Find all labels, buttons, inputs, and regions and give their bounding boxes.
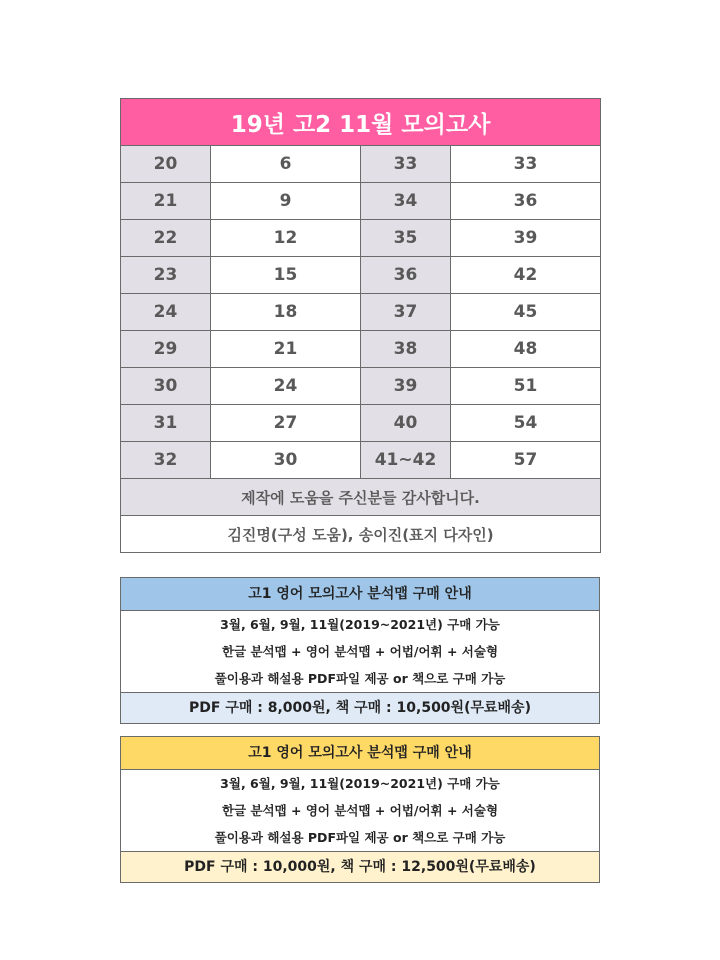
table-row [121,405,601,442]
question-number-cell: 21 [121,183,211,220]
title-row [121,99,601,146]
page-number-cell: 33 [451,146,601,183]
credits-text: 김진명(구성 도움), 송이진(표지 다자인) [121,516,601,553]
purchase-price: PDF 구매 : 10,000원, 책 구매 : 12,500원(무료배송) [121,851,599,882]
purchase-info-line: 풀이용과 해설용 PDF파일 제공 or 책으로 구매 가능 [214,830,506,845]
purchase-info-line: 3월, 6월, 9월, 11월(2019~2021년) 구매 가능 [220,776,500,791]
question-number-cell: 23 [121,257,211,294]
purchase-info-box-1 [120,577,600,724]
page-title: 19년 고2 11월 모의고사 [121,99,601,146]
table-row [121,257,601,294]
page-number-cell: 27 [211,405,361,442]
question-number-cell: 20 [121,146,211,183]
page-number-cell: 21 [211,331,361,368]
page-number-cell: 6 [211,146,361,183]
page-number-cell: 12 [211,220,361,257]
question-number-cell: 35 [361,220,451,257]
question-number-cell: 39 [361,368,451,405]
question-number-cell: 30 [121,368,211,405]
purchase-info-box-2 [120,736,600,883]
purchase-info-header: 고1 영어 모의고사 분석맵 구매 안내 [121,737,599,770]
purchase-info-line: 한글 분석맵 + 영어 분석맵 + 어법/어휘 + 서술형 [221,803,499,818]
table-row [121,183,601,220]
question-number-cell: 33 [361,146,451,183]
table-row [121,368,601,405]
page-number-cell: 18 [211,294,361,331]
answer-table [120,98,601,553]
question-number-cell: 41~42 [361,442,451,479]
question-number-cell: 37 [361,294,451,331]
purchase-info-line: 한글 분석맵 + 영어 분석맵 + 어법/어휘 + 서술형 [221,644,499,659]
page-number-cell: 36 [451,183,601,220]
thanks-text: 제작에 도움을 주신분들 감사합니다. [121,479,601,516]
page-number-cell: 24 [211,368,361,405]
question-number-cell: 40 [361,405,451,442]
page-number-cell: 30 [211,442,361,479]
table-row [121,146,601,183]
page-number-cell: 15 [211,257,361,294]
question-number-cell: 36 [361,257,451,294]
page-number-cell: 39 [451,220,601,257]
table-row [121,220,601,257]
page-number-cell: 54 [451,405,601,442]
purchase-info-header: 고1 영어 모의고사 분석맵 구매 안내 [121,578,599,611]
question-number-cell: 32 [121,442,211,479]
page-number-cell: 57 [451,442,601,479]
purchase-info-line: 풀이용과 해설용 PDF파일 제공 or 책으로 구매 가능 [214,671,506,686]
page-number-cell: 9 [211,183,361,220]
credits-row [121,516,601,553]
table-row [121,294,601,331]
purchase-info-line: 3월, 6월, 9월, 11월(2019~2021년) 구매 가능 [220,617,500,632]
question-number-cell: 29 [121,331,211,368]
purchase-price: PDF 구매 : 8,000원, 책 구매 : 10,500원(무료배송) [121,692,599,723]
page-number-cell: 45 [451,294,601,331]
thanks-row [121,479,601,516]
question-number-cell: 38 [361,331,451,368]
question-number-cell: 34 [361,183,451,220]
page-number-cell: 48 [451,331,601,368]
question-number-cell: 22 [121,220,211,257]
question-number-cell: 24 [121,294,211,331]
table-row [121,331,601,368]
question-number-cell: 31 [121,405,211,442]
table-row [121,442,601,479]
page-number-cell: 51 [451,368,601,405]
page-number-cell: 42 [451,257,601,294]
